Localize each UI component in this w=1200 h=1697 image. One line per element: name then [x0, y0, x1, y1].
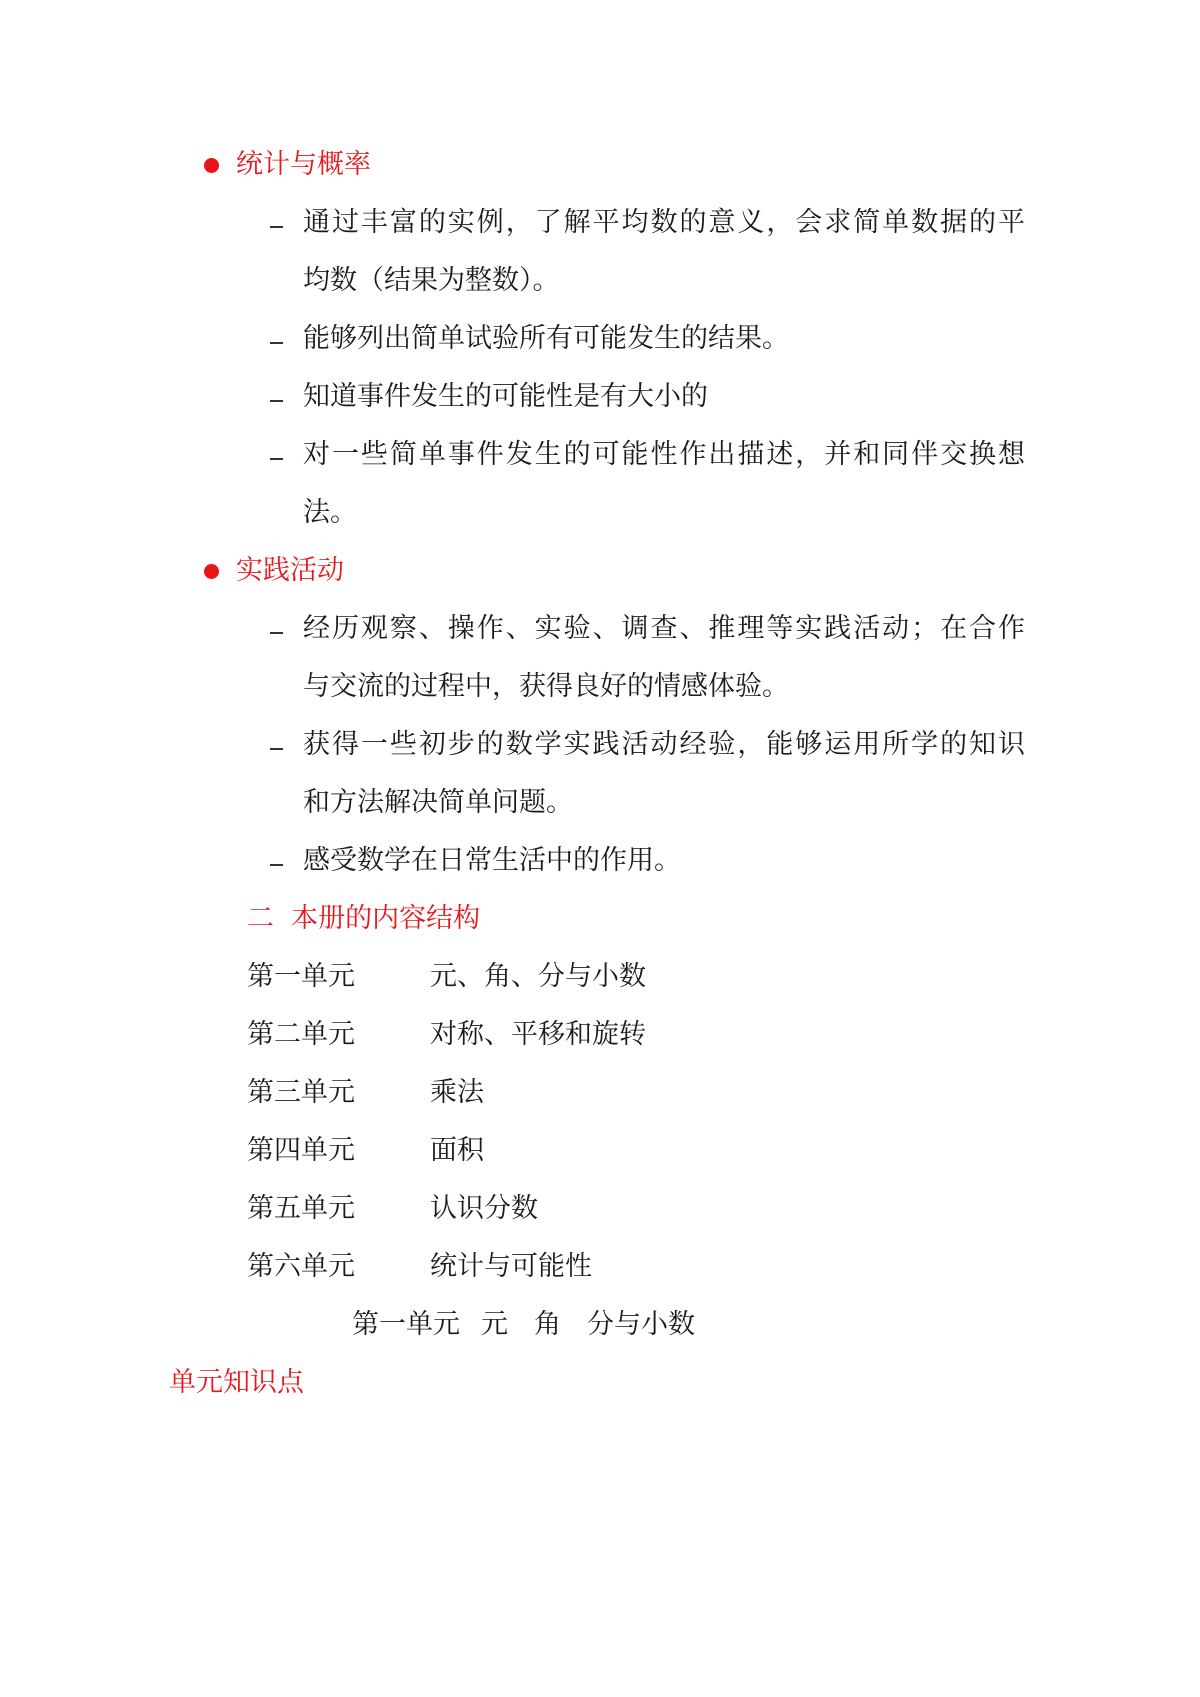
list-item: 通过丰富的实例，了解平均数的意义，会求简单数据的平	[303, 207, 1025, 238]
bullet-dot-icon	[204, 564, 219, 579]
unit-topic: 对称、平移和旋转	[430, 1019, 646, 1050]
list-item-continuation: 均数（结果为整数）。	[303, 265, 560, 296]
dash-icon	[270, 632, 283, 634]
unit-title-label: 第一单元	[352, 1309, 460, 1340]
unit-topic: 面积	[430, 1135, 484, 1166]
list-item: 知道事件发生的可能性是有大小的	[303, 381, 708, 412]
unit-topic: 统计与可能性	[430, 1251, 592, 1282]
dash-icon	[270, 864, 283, 866]
section-heading-statistics: 统计与概率	[236, 149, 371, 180]
unit-topic: 乘法	[430, 1077, 484, 1108]
unit-label: 第二单元	[247, 1019, 355, 1050]
unit-topic: 元、角、分与小数	[430, 961, 646, 992]
unit-label: 第三单元	[247, 1077, 355, 1108]
section-heading-practice: 实践活动	[236, 555, 344, 586]
dash-icon	[270, 748, 283, 750]
dash-icon	[270, 342, 283, 344]
unit-label: 第四单元	[247, 1135, 355, 1166]
unit-title-part: 分与小数	[587, 1309, 695, 1340]
unit-label: 第一单元	[247, 961, 355, 992]
dash-icon	[270, 458, 283, 460]
unit-title-part: 角	[534, 1309, 561, 1340]
list-item: 能够列出简单试验所有可能发生的结果。	[303, 323, 789, 354]
knowledge-heading: 单元知识点	[169, 1367, 304, 1398]
list-item-continuation: 和方法解决简单问题。	[303, 787, 573, 818]
list-item: 对一些简单事件发生的可能性作出描述，并和同伴交换想	[303, 439, 1025, 470]
dash-icon	[270, 400, 283, 402]
list-item-continuation: 法。	[303, 497, 357, 528]
unit-topic: 认识分数	[430, 1193, 538, 1224]
list-item: 获得一些初步的数学实践活动经验，能够运用所学的知识	[303, 729, 1025, 760]
unit-label: 第六单元	[247, 1251, 355, 1282]
dash-icon	[270, 226, 283, 228]
list-item: 经历观察、操作、实验、调查、推理等实践活动；在合作	[303, 613, 1025, 644]
bullet-dot-icon	[204, 158, 219, 173]
unit-label: 第五单元	[247, 1193, 355, 1224]
list-item-continuation: 与交流的过程中，获得良好的情感体验。	[303, 671, 789, 702]
list-item: 感受数学在日常生活中的作用。	[303, 845, 681, 876]
structure-heading: 二 本册的内容结构	[247, 903, 481, 934]
unit-title-part: 元	[481, 1309, 508, 1340]
